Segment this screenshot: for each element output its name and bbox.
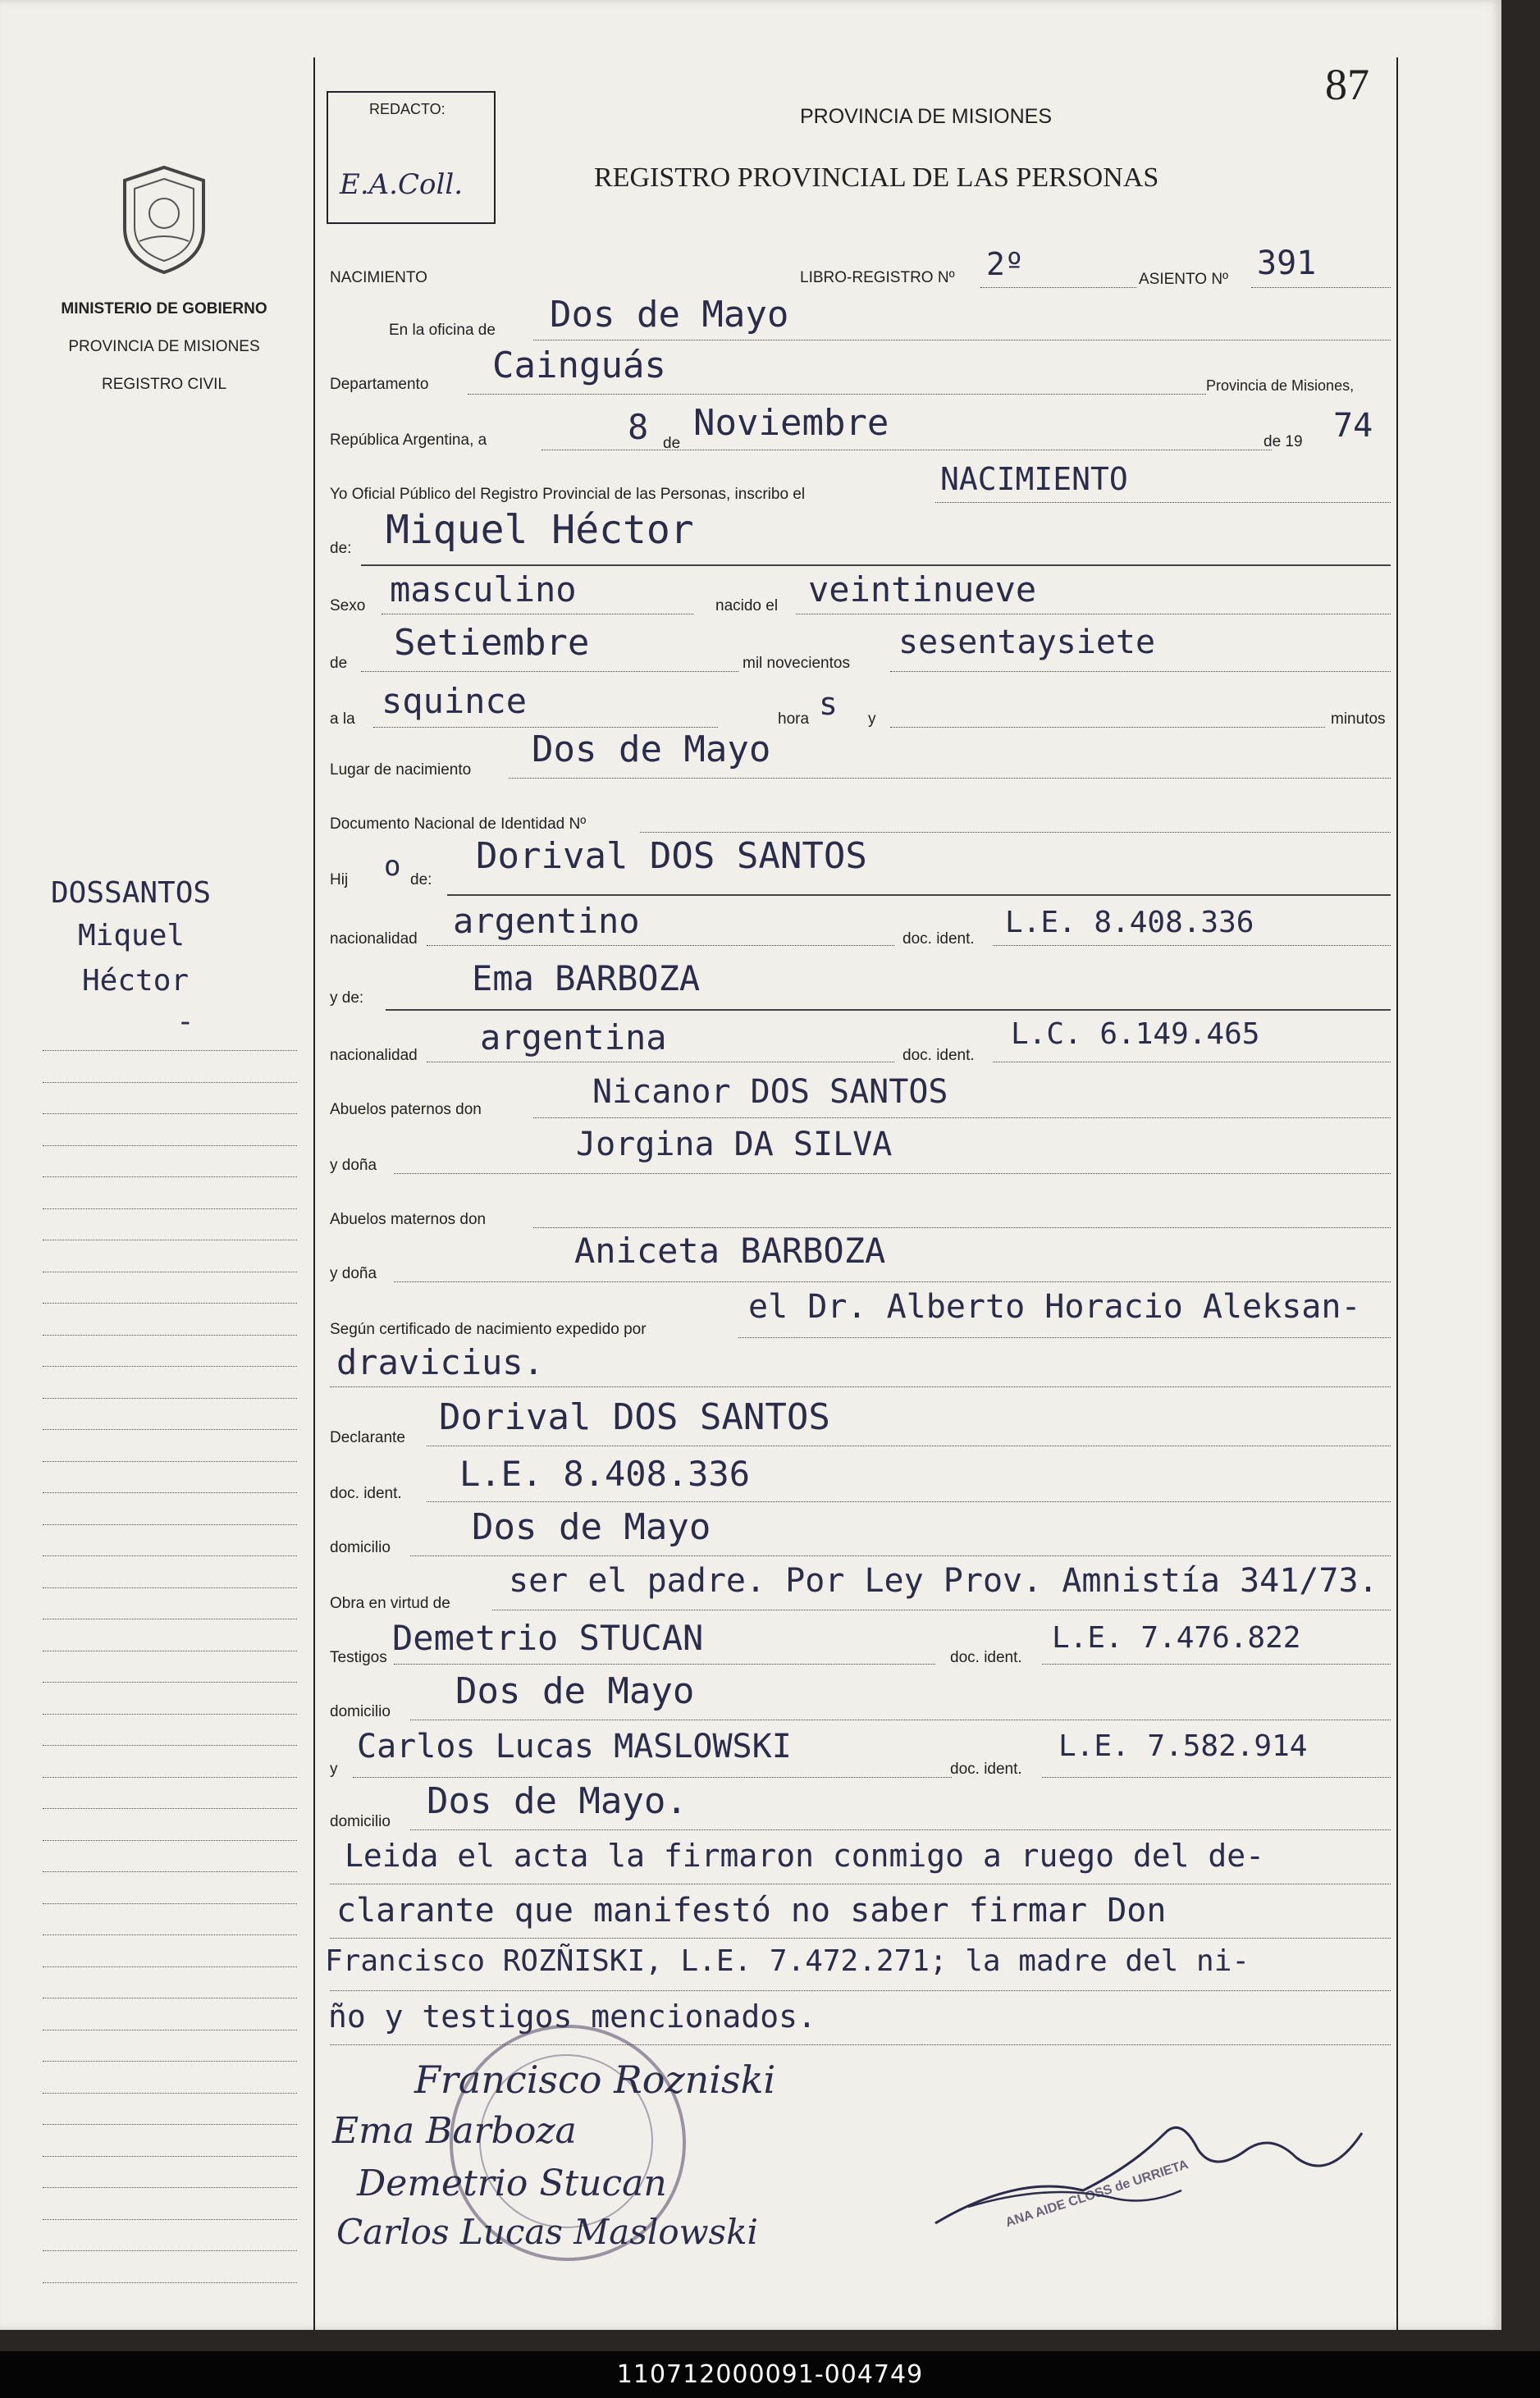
fecha-day: 8 (628, 407, 649, 447)
inscribo-value: NACIMIENTO (940, 461, 1128, 497)
official-signature-scrawl (919, 2100, 1378, 2240)
margin-ruled-line (43, 2250, 297, 2251)
margin-ruled-line (43, 1745, 297, 1746)
signature-ema: Ema Barboza (332, 2110, 577, 2152)
testigo1-value: Demetrio STUCAN (392, 1618, 704, 1658)
doc-padre-line (993, 945, 1391, 946)
ab-pat-label: Abuelos paternos don (330, 1101, 482, 1118)
testigos-label: Testigos (330, 1649, 387, 1666)
ab-pat-value: Nicanor DOS SANTOS (592, 1073, 948, 1111)
margin-ruled-line (43, 1366, 297, 1367)
madre-value: Ema BARBOZA (472, 958, 701, 998)
nac-madre-label: nacionalidad (330, 1047, 418, 1064)
de-label: de: (330, 540, 352, 557)
doc-decl-line (427, 1501, 1391, 1502)
closing-line-2: clarante que manifestó no saber firmar Don (336, 1892, 1167, 1930)
certificado-label: Según certificado de nacimiento expedido por (330, 1321, 647, 1338)
mil-label: mil novecientos (743, 655, 850, 672)
nac-madre-value: argentina (480, 1017, 667, 1057)
margin-ruled-line (43, 1682, 297, 1683)
redacto-box (327, 91, 496, 224)
certificado-value-2: dravicius. (336, 1342, 544, 1382)
signature-carlos: Carlos Lucas Maslowski (336, 2212, 758, 2252)
page-number: 87 (1325, 60, 1369, 109)
margin-ruled-line (43, 1777, 297, 1778)
doc-t1-line (1042, 1664, 1391, 1665)
margin-ruled-line (43, 1934, 297, 1935)
ab-mat-line (533, 1227, 1391, 1228)
libro-value: 2º (986, 246, 1024, 282)
margin-ruled-line (43, 1113, 297, 1114)
right-border (1396, 57, 1398, 2330)
obra-value: ser el padre. Por Ley Prov. Amnistía 341/73. (509, 1562, 1378, 1600)
nac-padre-value: argentino (453, 901, 640, 941)
doc-padre-label: doc. ident. (903, 930, 975, 948)
certificado-line (738, 1337, 1391, 1338)
nac-padre-line (427, 945, 894, 946)
margin-ruled-line (43, 1714, 297, 1715)
hora-word: hora (778, 710, 810, 728)
lugar-label: Lugar de nacimiento (330, 761, 472, 779)
margin-ruled-line (43, 1840, 297, 1841)
doc-t1-label: doc. ident. (950, 1649, 1022, 1666)
hora-label: a la (330, 710, 355, 728)
mes-label: de (330, 655, 348, 672)
ab-mat-dona-value: Aniceta BARBOZA (574, 1231, 886, 1271)
margin-ruled-line (43, 1145, 297, 1146)
mes-value: Setiembre (394, 622, 590, 664)
declarante-label: Declarante (330, 1429, 405, 1446)
asiento-value: 391 (1257, 244, 1317, 282)
fecha-year: 74 (1333, 407, 1373, 445)
doc-madre-label: doc. ident. (903, 1047, 975, 1064)
oficina-value: Dos de Mayo (550, 294, 789, 336)
margin-ruled-line (43, 2219, 297, 2220)
margin-ruled-line (43, 1871, 297, 1872)
ab-pat-line (533, 1117, 1391, 1118)
padre-value: Dorival DOS SANTOS (476, 835, 867, 877)
dni-line (640, 832, 1391, 833)
doc-decl-label: doc. ident. (330, 1485, 402, 1502)
departamento-line (468, 394, 1206, 395)
mil-value: sesentaysiete (898, 623, 1156, 661)
margin-dash: - (176, 1005, 194, 1039)
margin-ruled-line (43, 1429, 297, 1430)
margin-ruled-line (43, 2061, 297, 2062)
certificado-line-2 (330, 1386, 1391, 1387)
margin-ruled-line (43, 1176, 297, 1177)
margin-ruled-line (43, 2187, 297, 2188)
closing-rule-3 (330, 1990, 1391, 1991)
dom-t1-label: domicilio (330, 1703, 391, 1720)
redacto-label: REDACTO: (369, 101, 446, 117)
hijo-suffix: o (384, 850, 401, 883)
margin-ruled-line (43, 1398, 297, 1399)
inscribo-line (935, 502, 1391, 503)
dom-t2-line (410, 1829, 1391, 1830)
madre-line (386, 1009, 1391, 1011)
nac-padre-label: nacionalidad (330, 930, 418, 948)
testigo2-line (353, 1777, 952, 1778)
margin-ruled-line (43, 1082, 297, 1083)
departamento-value: Cainguás (492, 345, 666, 386)
province-seal-emblem (107, 162, 222, 277)
sexo-label: Sexo (330, 597, 366, 614)
doc-decl-value: L.E. 8.408.336 (459, 1454, 751, 1494)
margin-ruled-line (43, 1492, 297, 1493)
libro-label: LIBRO-REGISTRO Nº (800, 269, 955, 286)
dom-decl-line (410, 1555, 1391, 1556)
obra-label: Obra en virtud de (330, 1595, 450, 1612)
margin-ruled-line (43, 1555, 297, 1556)
nacimiento-heading: NACIMIENTO (330, 269, 427, 286)
dom-decl-value: Dos de Mayo (472, 1506, 711, 1548)
minutos-line (890, 727, 1325, 728)
nacido-label: nacido el (715, 597, 779, 614)
margin-ruled-line (43, 1050, 297, 1051)
asiento-label: ASIENTO Nº (1139, 271, 1228, 288)
margin-ruled-line (43, 1903, 297, 1904)
dom-t1-value: Dos de Mayo (455, 1670, 695, 1712)
testigo2-value: Carlos Lucas MASLOWSKI (357, 1728, 792, 1765)
closing-rule-2 (330, 1938, 1391, 1939)
margin-ruled-line (43, 1208, 297, 1209)
margin-ruled-line (43, 2124, 297, 2125)
departamento-suffix: Provincia de Misiones, (1206, 377, 1355, 394)
margin-divider (313, 57, 315, 2330)
certificado-value: el Dr. Alberto Horacio Aleksan- (748, 1288, 1361, 1326)
libro-line (980, 287, 1136, 288)
fecha-label: República Argentina, a (330, 432, 487, 449)
doc-t2-value: L.E. 7.582.914 (1058, 1729, 1308, 1763)
margin-ruled-line (43, 1303, 297, 1304)
signature-demetrio: Demetrio Stucan (357, 2163, 667, 2204)
ministry-label: MINISTERIO DE GOBIERNO (61, 300, 267, 317)
margin-ruled-line (43, 2156, 297, 2157)
hora-line (373, 727, 718, 728)
margin-ruled-line (43, 1587, 297, 1588)
asiento-line (1251, 287, 1391, 288)
closing-line-4: ño y testigos mencionados. (328, 1998, 816, 2035)
testigo1-line (394, 1664, 935, 1665)
hora-y: y (868, 710, 876, 728)
de-value: Miquel Héctor (386, 507, 694, 553)
minutos-label: minutos (1331, 710, 1386, 728)
margin-ruled-line (43, 1524, 297, 1525)
header-province: PROVINCIA DE MISIONES (800, 105, 1053, 128)
ab-mat-dona-label: y doña (330, 1265, 377, 1282)
hijo-de-label: de: (410, 871, 432, 888)
registry-label: REGISTRO CIVIL (101, 376, 227, 393)
margin-ruled-line (43, 1966, 297, 1967)
doc-t2-line (1042, 1777, 1391, 1778)
doc-madre-value: L.C. 6.149.465 (1011, 1017, 1260, 1051)
testigo2-label: y (330, 1761, 338, 1778)
sexo-value: masculino (390, 569, 577, 610)
doc-t2-label: doc. ident. (950, 1761, 1022, 1778)
lugar-value: Dos de Mayo (532, 729, 771, 770)
official-name-stamp: ANA AIDE CLOSS de URRIETA (1003, 2158, 1190, 2231)
header-registry: REGISTRO PROVINCIAL DE LAS PERSONAS (594, 162, 1159, 193)
inscribo-label: Yo Oficial Público del Registro Provincial de las Personas, inscribo el (330, 486, 806, 503)
fecha-year-prefix: de 19 (1264, 433, 1303, 450)
dom-t2-value: Dos de Mayo. (427, 1780, 688, 1822)
archive-id-footer: 110712000091-004749 (0, 2351, 1540, 2398)
doc-padre-value: L.E. 8.408.336 (1005, 906, 1254, 939)
hora-suffix: s (819, 686, 838, 722)
margin-ruled-line (43, 2093, 297, 2094)
de-line (361, 564, 1391, 566)
fecha-month: Noviembre (693, 402, 889, 444)
ab-pat-dona-value: Jorgina DA SILVA (576, 1126, 893, 1163)
margin-ruled-line (43, 1335, 297, 1336)
redacto-signature: E.A.Coll. (340, 168, 464, 201)
hijo-label: Hij (330, 871, 349, 888)
dom-decl-label: domicilio (330, 1539, 391, 1556)
closing-line-1: Leida el acta la firmaron conmigo a ruego del de- (345, 1838, 1265, 1874)
fecha-de: de (663, 435, 681, 452)
padre-line (447, 894, 1391, 896)
margin-ruled-line (43, 1461, 297, 1462)
doc-t1-value: L.E. 7.476.822 (1052, 1621, 1301, 1655)
signature-francisco: Francisco Rozniski (414, 2058, 776, 2102)
dni-label: Documento Nacional de Identidad Nº (330, 815, 587, 833)
closing-rule-4 (330, 2044, 1391, 2045)
ab-pat-dona-label: y doña (330, 1157, 377, 1174)
mil-line (890, 671, 1391, 672)
madre-label: y de: (330, 989, 364, 1007)
nacido-value: veintinueve (808, 569, 1037, 610)
hora-value: squince (382, 681, 528, 721)
mes-line (361, 671, 738, 672)
declarante-value: Dorival DOS SANTOS (439, 1396, 830, 1438)
dom-t2-label: domicilio (330, 1813, 391, 1830)
lugar-line (509, 778, 1391, 779)
margin-surname: DOSSANTOS (51, 876, 212, 910)
province-label: PROVINCIA DE MISIONES (68, 338, 260, 355)
departamento-label: Departamento (330, 376, 429, 393)
margin-name-1: Miquel (78, 919, 185, 952)
margin-ruled-line (43, 2282, 297, 2283)
ab-pat-dona-line (394, 1173, 1391, 1174)
ab-mat-dona-line (394, 1281, 1391, 1282)
margin-ruled-line (43, 1808, 297, 1809)
oficina-label: En la oficina de (389, 322, 496, 339)
ab-mat-label: Abuelos maternos don (330, 1211, 487, 1228)
margin-name-2: Héctor (82, 964, 190, 998)
closing-line-3: Francisco ROZÑISKI, L.E. 7.472.271; la madre del ni- (325, 1944, 1250, 1978)
